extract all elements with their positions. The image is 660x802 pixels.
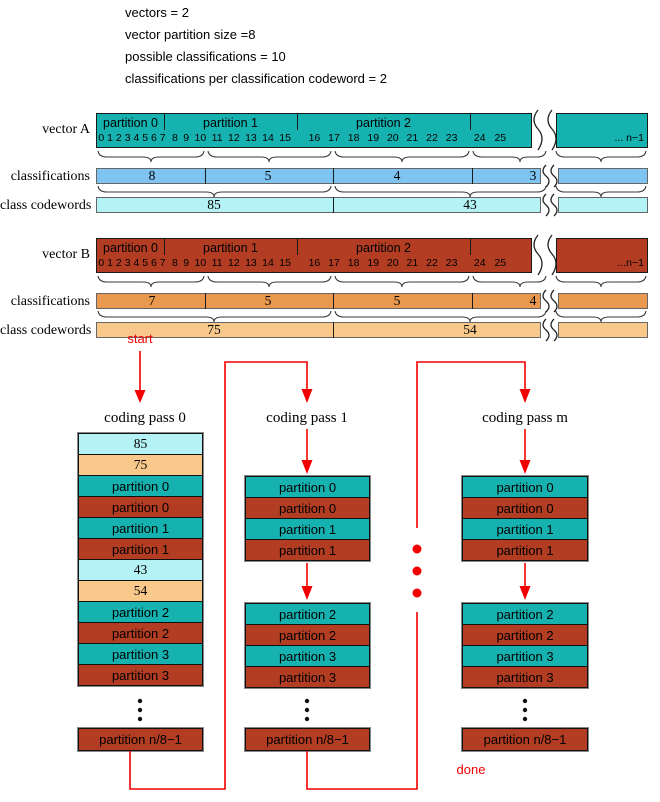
pass-ellipsis-dots <box>413 545 422 598</box>
codewords-b-break-squiggle <box>543 319 557 341</box>
stack-box: 54 <box>78 580 203 602</box>
vector-b-codeword-braces <box>98 311 646 322</box>
partition-label: partition 2 <box>356 116 411 130</box>
stack-box: partition 0 <box>78 496 203 518</box>
partition-divider <box>470 238 471 255</box>
partition-label: partition 0 <box>103 116 158 130</box>
index-group: 16 17 18 19 20 21 22 23 <box>308 257 458 269</box>
vector-a-codeword-braces <box>98 186 646 197</box>
index-group: 16 17 18 19 20 21 22 23 <box>308 132 458 144</box>
classification-value: 5 <box>264 293 272 308</box>
partition-label: partition 1 <box>203 241 258 255</box>
cell-divider <box>205 293 206 309</box>
stack-box: partition 0 <box>462 497 588 519</box>
classifications-a-label: classifications <box>10 169 90 184</box>
stack-box: 85 <box>78 433 203 455</box>
tail-box: partition n/8−1 <box>245 728 370 751</box>
stack-box: partition 1 <box>78 538 203 560</box>
cell-divider <box>205 168 206 184</box>
classification-value: 5 <box>264 168 272 183</box>
stack-box: partition 2 <box>245 624 370 646</box>
stack-box: partition 3 <box>78 664 203 686</box>
stack-box: partition 2 <box>78 622 203 644</box>
tail-box: partition n/8−1 <box>78 728 203 751</box>
index-group: 24 25 <box>473 132 507 144</box>
codeword-value: 75 <box>207 322 221 337</box>
coding-pass-m-group-2 <box>462 603 588 688</box>
stack-box: partition 2 <box>462 603 588 625</box>
coding-pass-1-group-1 <box>245 476 370 561</box>
start-label: start <box>127 331 153 346</box>
partition-label: partition 2 <box>356 241 411 255</box>
config-line: vector partition size =8 <box>125 27 256 42</box>
coding-pass-1-label: coding pass 1 <box>266 410 348 426</box>
vector-a-partition-braces <box>98 151 646 162</box>
classifications-b-label: classifications <box>10 294 90 309</box>
done-label: done <box>456 762 486 777</box>
coding-pass-0-stack <box>78 433 203 686</box>
start-arrow <box>135 351 146 403</box>
classification-value: 4 <box>529 293 537 308</box>
stack-box: partition 1 <box>462 539 588 561</box>
classification-value: 7 <box>148 293 156 308</box>
partition-label: partition 1 <box>203 116 258 130</box>
vector-b-tail-label: ...n−1 <box>617 257 644 269</box>
stack-box: partition 3 <box>462 666 588 688</box>
pass1-group-arrow <box>302 563 313 600</box>
stack-ellipsis-dots <box>138 699 527 721</box>
config-line: possible classifications = 10 <box>125 49 286 64</box>
stack-box: partition 2 <box>245 603 370 625</box>
passm-label-to-stack-arrow <box>520 429 531 474</box>
codewords-a-label: class codewords <box>0 198 92 213</box>
coding-pass-m-label: coding pass m <box>482 410 568 426</box>
cell-divider <box>333 322 334 338</box>
vector-b-partition-braces <box>98 276 646 287</box>
stack-box: partition 1 <box>245 518 370 540</box>
index-group: 8 9 10 11 12 13 14 15 <box>172 257 291 269</box>
index-group: 0 1 2 3 4 5 6 7 <box>98 132 166 144</box>
vector-b-break-squiggle <box>534 235 556 275</box>
stack-box: partition 3 <box>462 645 588 667</box>
stack-box: 43 <box>78 559 203 581</box>
stack-box: partition 0 <box>78 475 203 497</box>
tail-box: partition n/8−1 <box>462 728 588 751</box>
codewords-a-bar-continuation <box>558 197 648 213</box>
codewords-b-label: class codewords <box>0 323 92 338</box>
config-line: vectors = 2 <box>125 5 189 20</box>
vector-a-break-squiggle <box>534 110 556 150</box>
stack-box: partition 3 <box>78 643 203 665</box>
cell-divider <box>333 168 334 184</box>
codeword-value: 43 <box>463 197 477 212</box>
index-group: 24 25 <box>473 257 507 269</box>
index-group: 8 9 10 11 12 13 14 15 <box>172 132 291 144</box>
stack-box: partition 1 <box>245 539 370 561</box>
vector-a-tail-label: ... n−1 <box>614 132 644 144</box>
coding-pass-0-label: coding pass 0 <box>104 410 186 426</box>
stack-box: partition 0 <box>462 476 588 498</box>
classifications-a-bar-continuation <box>558 168 648 184</box>
stack-box: partition 0 <box>245 497 370 519</box>
pass1-label-to-stack-arrow <box>302 429 313 474</box>
stack-box: partition 3 <box>245 645 370 667</box>
config-line: classifications per classification codeword = 2 <box>125 71 387 86</box>
partition-divider <box>470 113 471 130</box>
codeword-value: 54 <box>463 322 477 337</box>
stack-box: partition 1 <box>78 517 203 539</box>
partition-label: partition 0 <box>103 241 158 255</box>
coding-pass-1-group-2 <box>245 603 370 688</box>
cell-divider <box>472 293 473 309</box>
classifications-b-bar-continuation <box>558 293 648 309</box>
codeword-value: 85 <box>207 197 221 212</box>
classification-value: 3 <box>529 168 537 183</box>
stack-box: partition 3 <box>245 666 370 688</box>
stack-box: 75 <box>78 454 203 476</box>
stack-box: partition 0 <box>245 476 370 498</box>
stack-box: partition 2 <box>78 601 203 623</box>
codewords-a-break-squiggle <box>543 194 557 216</box>
passm-group-arrow <box>520 563 531 600</box>
vector-b-label: vector B <box>42 247 90 262</box>
stack-box: partition 1 <box>462 518 588 540</box>
stack-box: partition 2 <box>462 624 588 646</box>
codewords-b-bar-continuation <box>558 322 648 338</box>
cell-divider <box>333 197 334 213</box>
classification-value: 8 <box>148 168 156 183</box>
coding-pass-m-group-1 <box>462 476 588 561</box>
index-group: 0 1 2 3 4 5 6 7 <box>98 257 166 269</box>
cell-divider <box>333 293 334 309</box>
classification-value: 4 <box>393 168 401 183</box>
vector-a-label: vector A <box>42 122 90 137</box>
classification-value: 5 <box>393 293 401 308</box>
cell-divider <box>472 168 473 184</box>
